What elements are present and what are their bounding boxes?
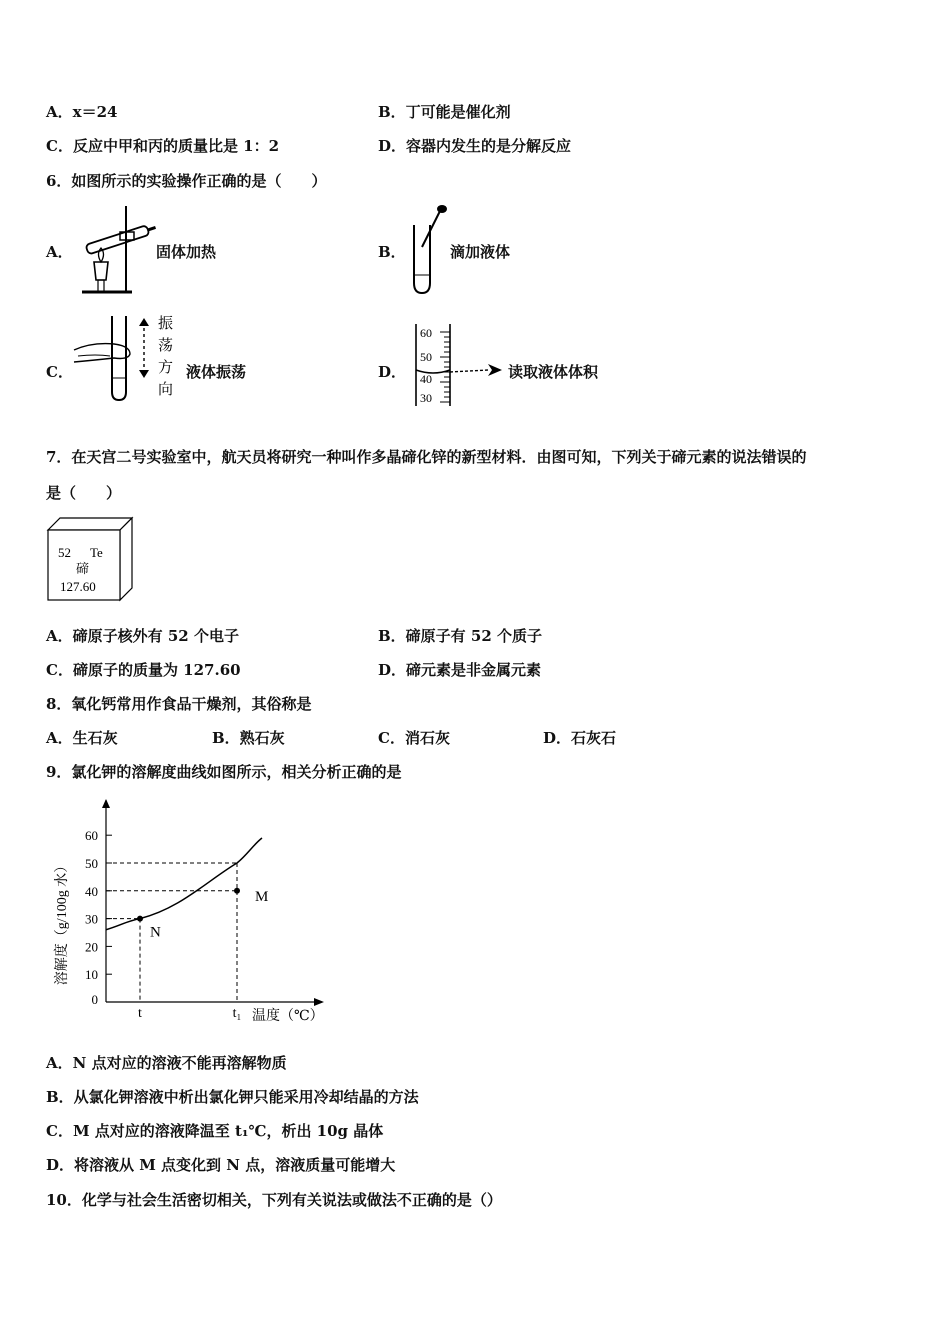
point-n-label: N [150, 924, 161, 941]
shake-direction-char-1: 振 [158, 316, 174, 332]
solubility-curve-kcl [106, 838, 262, 930]
q6-option-d-label: 读取液体体积 [508, 363, 599, 381]
q6-option-c-label: 液体振荡 [186, 363, 247, 381]
cylinder-scale-50: 50 [420, 350, 432, 364]
q9-option-a[interactable]: A．N 点对应的溶液不能再溶解物质 [46, 1054, 287, 1072]
q6-stem: 6．如图所示的实验操作正确的是（ ） [46, 172, 327, 190]
q7-option-c[interactable]: C．碲原子的质量为 127.60 [46, 661, 241, 679]
element-atomic-mass: 127.60 [60, 579, 96, 594]
chart-y-tick-label: 0 [91, 992, 98, 1007]
q6-option-b-label: 滴加液体 [450, 243, 511, 261]
cylinder-scale-40: 40 [420, 372, 432, 386]
q7-option-a[interactable]: A．碲原子核外有 52 个电子 [46, 627, 239, 645]
chart-y-tick-label: 20 [85, 939, 98, 955]
heating-solid-apparatus-figure [74, 204, 154, 296]
q7-option-d[interactable]: D．碲元素是非金属元素 [378, 661, 542, 679]
chart-y-axis-label: 溶解度（g/100g 水） [55, 858, 70, 986]
q9-option-c[interactable]: C．M 点对应的溶液降温至 t₁℃，析出 10g 晶体 [46, 1122, 384, 1140]
shaking-test-tube-figure [72, 312, 180, 404]
q8-stem: 8．氧化钙常用作食品干燥剂，其俗称是 [46, 695, 312, 713]
q7-stem-line2: 是（ ） [46, 484, 122, 502]
dropper-test-tube-figure [404, 205, 450, 297]
shake-direction-char-2: 荡 [158, 338, 174, 354]
solubility-curve-chart [40, 796, 340, 1028]
chart-y-tick-label: 40 [85, 883, 98, 899]
q6-option-d-letter[interactable]: D． [378, 363, 407, 381]
q5-option-c[interactable]: C．反应中甲和丙的质量比是 1：2 [46, 137, 280, 155]
chart-y-tick-label: 30 [85, 911, 98, 927]
chart-y-tick-label: 60 [85, 828, 98, 844]
cylinder-scale-60: 60 [420, 326, 432, 340]
q6-option-a-letter[interactable]: A． [46, 243, 73, 261]
q9-option-b[interactable]: B．从氯化钾溶液中析出氯化钾只能采用冷却结晶的方法 [46, 1088, 419, 1106]
graduated-cylinder-reading-figure [412, 322, 508, 408]
point-m-label: M [255, 888, 269, 905]
point-n [137, 916, 143, 922]
q7-stem-line1: 7．在天宫二号实验室中，航天员将研究一种叫作多晶碲化锌的新型材料．由图可知，下列关于碲元素的说法错误的 [46, 448, 807, 466]
q5-option-d[interactable]: D．容器内发生的是分解反应 [378, 137, 572, 155]
chart-x-tick-label: t [138, 1006, 142, 1021]
q8-option-a[interactable]: A．生石灰 [46, 729, 118, 747]
cylinder-scale-30: 30 [420, 391, 432, 405]
element-symbol: Te [90, 545, 103, 560]
chart-x-tick-label: t₁ [232, 1006, 242, 1021]
element-atomic-number: 52 [58, 545, 71, 560]
chart-y-tick-label: 10 [85, 967, 98, 983]
q5-option-a[interactable]: A．x＝24 [46, 103, 118, 121]
point-m [234, 888, 240, 894]
q5-option-b[interactable]: B．丁可能是催化剂 [378, 103, 511, 121]
q6-option-c-letter[interactable]: C． [46, 363, 73, 381]
chart-y-tick-label: 50 [85, 856, 98, 871]
shake-direction-char-3: 方 [158, 360, 174, 376]
q8-option-c[interactable]: C．消石灰 [378, 729, 450, 747]
q6-option-a-label: 固体加热 [156, 243, 217, 261]
q7-option-b[interactable]: B．碲原子有 52 个质子 [378, 627, 542, 645]
q6-option-b-letter[interactable]: B． [378, 243, 406, 261]
chart-y-axis-arrow [102, 799, 110, 808]
q8-option-d[interactable]: D．石灰石 [543, 729, 617, 747]
element-name: 碲 [76, 561, 90, 576]
q9-option-d[interactable]: D．将溶液从 M 点变化到 N 点，溶液质量可能增大 [46, 1156, 396, 1174]
q9-stem: 9．氯化钾的溶解度曲线如图所示，相关分析正确的是 [46, 763, 402, 781]
chart-x-axis-label: 温度（℃） [252, 1009, 324, 1024]
q8-option-b[interactable]: B．熟石灰 [212, 729, 285, 747]
shake-direction-char-4: 向 [158, 382, 174, 398]
q10-stem: 10．化学与社会生活密切相关，下列有关说法或做法不正确的是（） [46, 1191, 502, 1209]
element-tellurium-card [46, 516, 134, 602]
chart-x-axis-arrow [314, 998, 324, 1006]
